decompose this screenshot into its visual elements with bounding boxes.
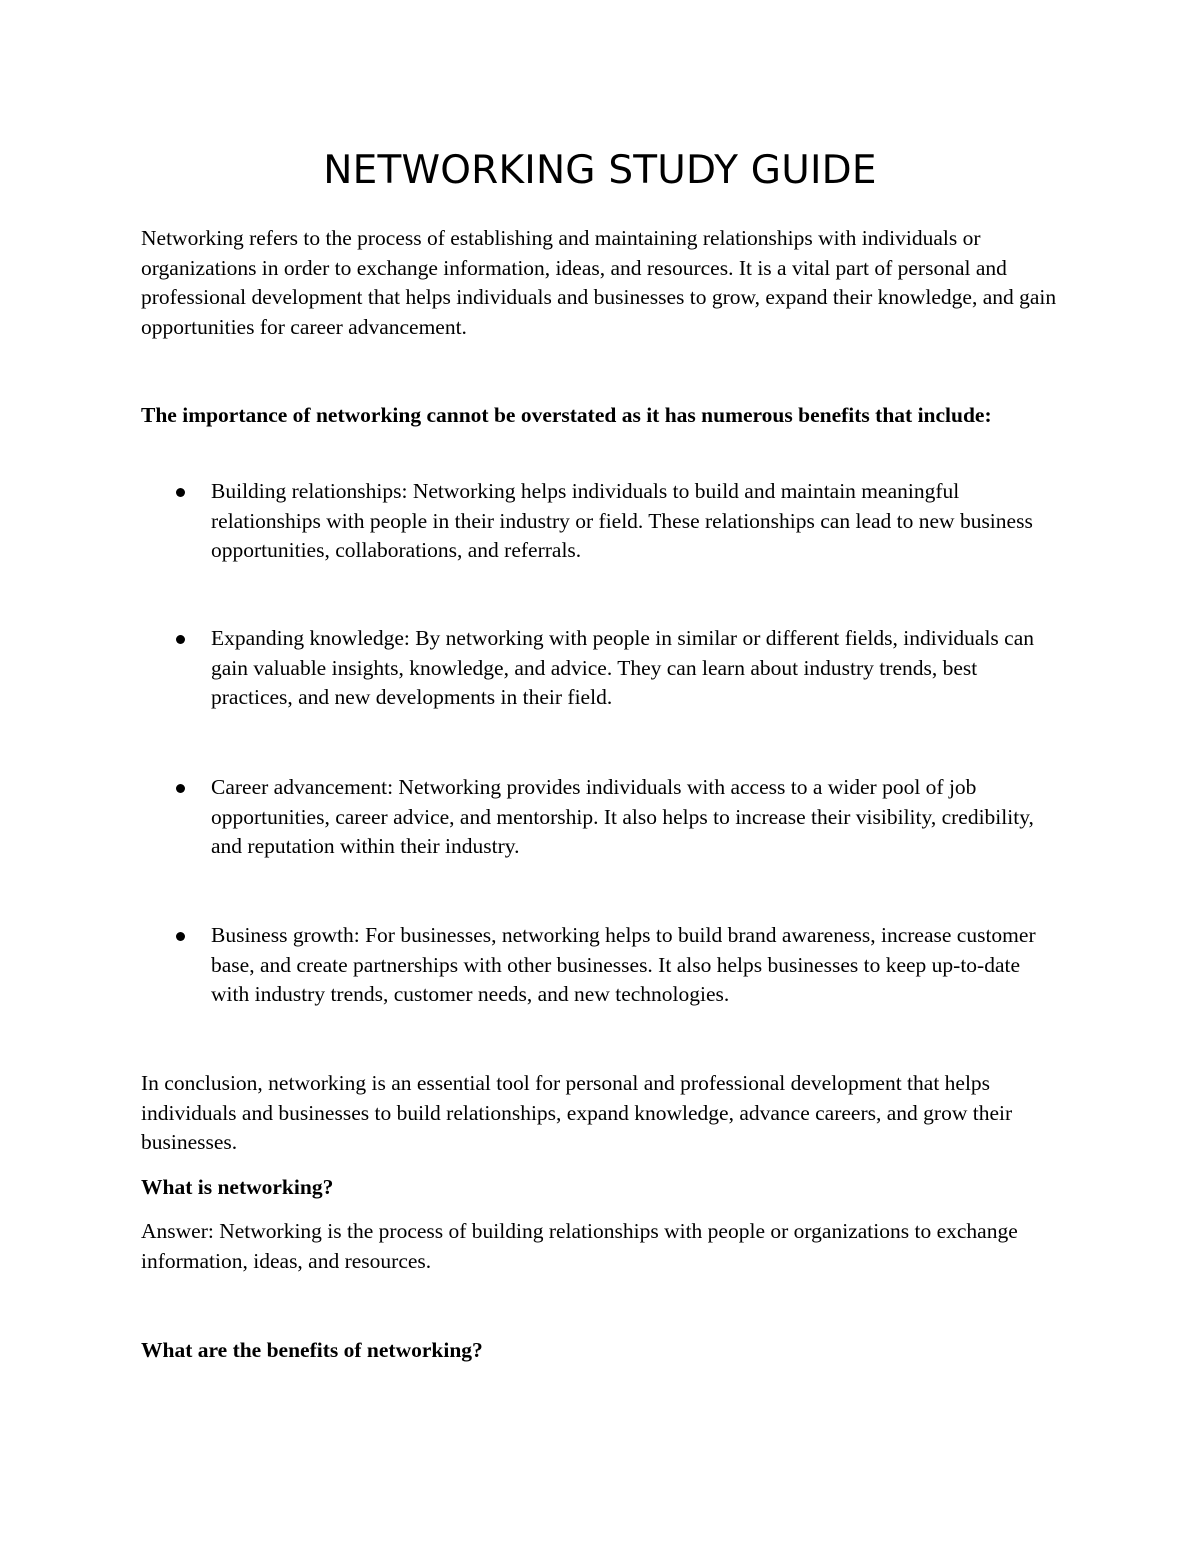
list-item-text: Career advancement: Networking provides individuals with access to a wider pool of job opportunities, career advice, and mentorship. It also helps to increase their visibility, credibility, and reputation within their industry. — [211, 775, 1034, 858]
answer-what-is-networking: Answer: Networking is the process of building relationships with people or organizations to exchange information, ideas, and resources. — [141, 1219, 1018, 1273]
document-title: NETWORKING STUDY GUIDE — [323, 148, 877, 193]
bullet-icon — [176, 784, 185, 793]
list-item-text: Business growth: For businesses, networking helps to build brand awareness, increase customer base, and create partnerships with other businesses. It also helps businesses to keep up-to-date with industry trends, customer needs, and new technologies. — [211, 923, 1036, 1006]
bullet-icon — [176, 488, 185, 497]
intro-paragraph: Networking refers to the process of establishing and maintaining relationships with individuals or organizations in order to exchange information, ideas, and resources. It is a vital part of personal and professional development that helps individuals and businesses to grow, expand their knowledge, and gain opportunities for career advancement. — [141, 226, 1057, 339]
list-item-text: Building relationships: Networking helps individuals to build and maintain meaningful relationships with people in their industry or field. These relationships can lead to new business opportunities, collaborations, and referrals. — [211, 479, 1033, 562]
question-benefits-of-networking: What are the benefits of networking? — [141, 1338, 483, 1362]
importance-heading: The importance of networking cannot be overstated as it has numerous benefits that include: — [141, 403, 992, 427]
bullet-icon — [176, 635, 185, 644]
conclusion-paragraph: In conclusion, networking is an essential tool for personal and professional development that helps individuals and businesses to build relationships, expand knowledge, advance careers, and grow their businesses. — [141, 1071, 1013, 1154]
question-what-is-networking: What is networking? — [141, 1175, 334, 1199]
list-item-text: Expanding knowledge: By networking with people in similar or different fields, individuals can gain valuable insights, knowledge, and advice. They can learn about industry trends, best practices, and new developments in their field. — [211, 626, 1035, 709]
bullet-icon — [176, 932, 185, 941]
